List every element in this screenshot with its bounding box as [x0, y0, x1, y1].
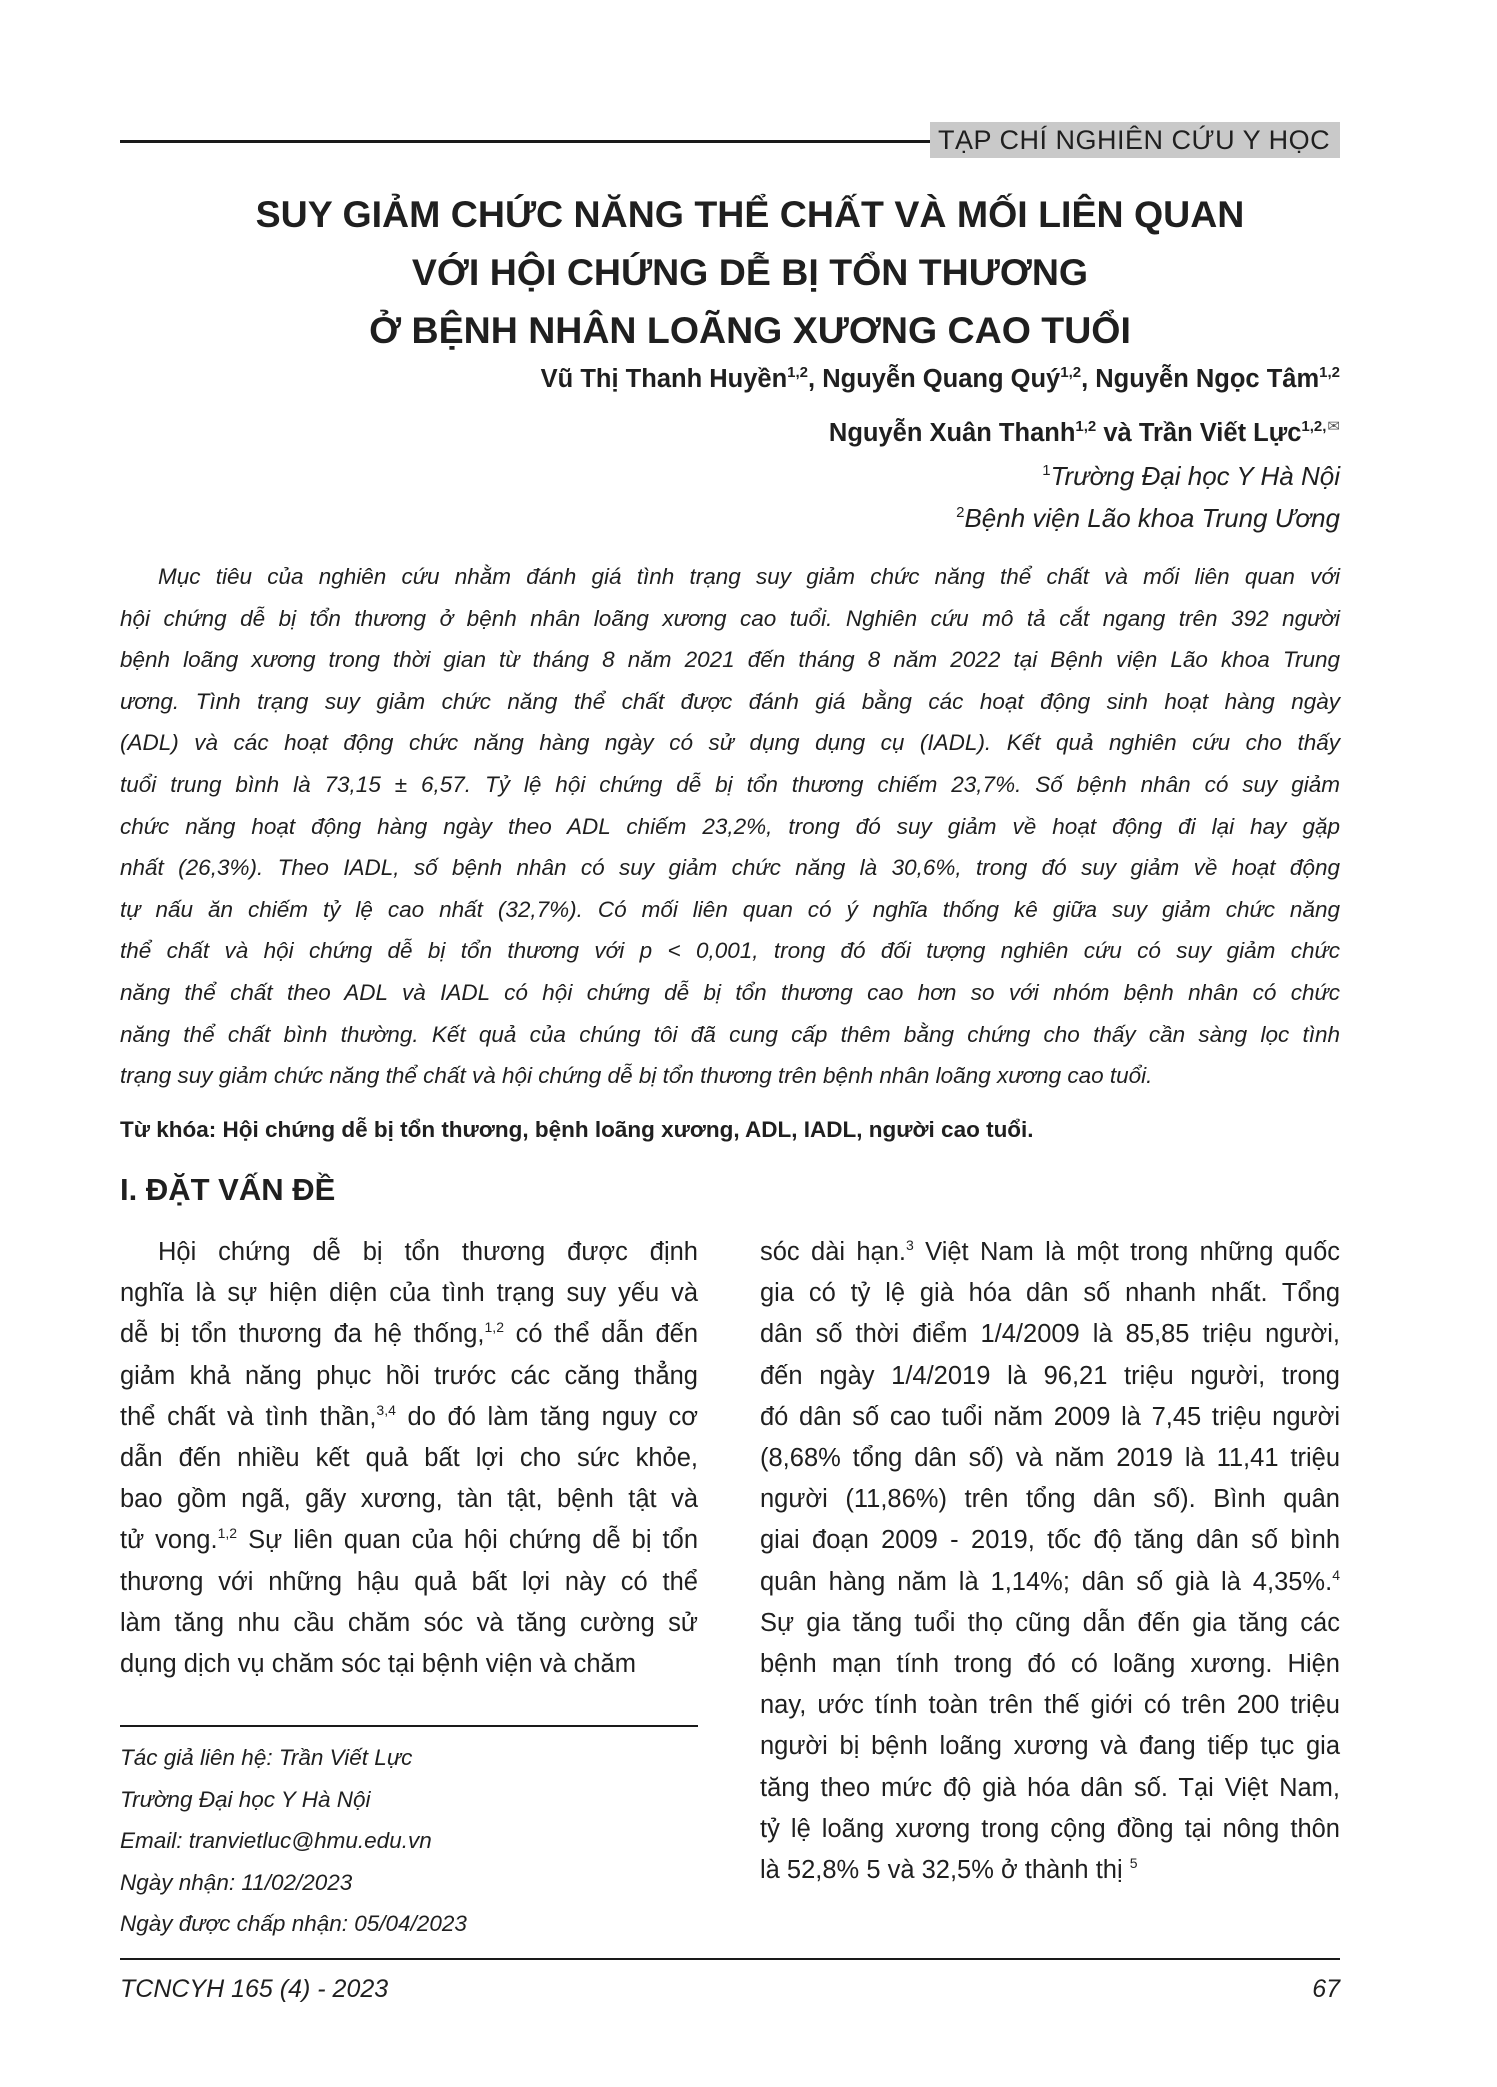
- body-line: sóc dài hạn.$^3$ Việt Nam là một trong những quốc: [760, 1237, 1341, 1266]
- section-heading: I. ĐẶT VẤN ĐỀ: [120, 1172, 336, 1207]
- abstract-line: bệnh loãng xương trong thời gian từ tháng 8 năm 2021 đến tháng 8 năm 2022 tại Bệnh viện Lão khoa Trung: [120, 647, 1340, 673]
- abstract-line: (ADL) và các hoạt động chức năng hàng ngày có sử dụng dụng cụ (IADL). Kết quả nghiên cứu cho thấy: [120, 730, 1340, 756]
- author-name: Nguyễn Xuân Thanh: [828, 419, 1076, 447]
- body-line: người bị bệnh loãng xương và đang tiếp tục gia: [760, 1732, 1340, 1761]
- journal-issue: TCNCYH 165 (4) - 2023: [120, 1975, 389, 2003]
- body-line: là 52,8% 5 và 32,5% ở thành thị $^5$: [760, 1855, 1138, 1885]
- footer-rule: [120, 1958, 1340, 1960]
- title-line: Ở BỆNH NHÂN LOÃNG XƯƠNG CAO TUỔI: [369, 309, 1131, 351]
- body-line: (8,68% tổng dân số) và năm 2019 là 11,41 triệu: [760, 1444, 1340, 1473]
- body-line: tăng theo mức độ già hóa dân số. Tại Việt Nam,: [760, 1773, 1340, 1802]
- affiliation: $^1$Trường Đại học Y Hà Nội: [1042, 461, 1340, 491]
- body-line: làm tăng nhu cầu chăm sóc và tăng cường sử: [120, 1608, 698, 1637]
- author-affiliation: 1,2: [1319, 364, 1340, 381]
- author-affiliation: 1,2,: [1301, 418, 1327, 435]
- affiliation: $^2$Bệnh viện Lão khoa Trung Ương: [956, 503, 1340, 533]
- header-rule: [120, 140, 930, 143]
- article-title: [160, 185, 1340, 359]
- footnote-line: Trường Đại học Y Hà Nội: [120, 1786, 371, 1812]
- citation-ref: 1,2: [217, 1525, 238, 1542]
- footnote-line: Ngày nhận: 11/02/2023: [120, 1869, 353, 1895]
- citation-ref: 3,4: [376, 1401, 396, 1418]
- citation-ref: 4: [1332, 1566, 1340, 1583]
- author-list: [541, 355, 1340, 457]
- body-column-right: [760, 1232, 1340, 1891]
- body-line: Hội chứng dễ bị tổn thương được định: [158, 1238, 698, 1266]
- author-name: Nguyễn Quang Quý: [822, 365, 1061, 393]
- body-line: Sự gia tăng tuổi thọ cũng dẫn đến gia tăng các: [760, 1608, 1340, 1637]
- abstract-line: chức năng hoạt động hàng ngày theo ADL chiếm 23,2%, trong đó suy giảm về hoạt động đi lại hay gặp: [120, 813, 1340, 839]
- body-line: đến ngày 1/4/2019 là 96,21 triệu người, trong: [760, 1361, 1340, 1390]
- abstract-line: năng thể chất bình thường. Kết quả của chúng tôi đã cung cấp thêm bằng chứng cho thấy cần sàng lọc tình: [120, 1021, 1340, 1047]
- body-line: thể chất và tình thần,$^{3,4}$ do đó làm tăng nguy cơ: [120, 1401, 698, 1431]
- body-line: bao gồm ngã, gãy xương, tàn tật, bệnh tật và: [120, 1485, 698, 1514]
- body-line: đó dân số cao tuổi năm 2009 là 7,45 triệu người: [760, 1402, 1340, 1431]
- envelope-icon: ✉: [1327, 418, 1340, 435]
- journal-name: TẠP CHÍ NGHIÊN CỨU Y HỌC: [930, 122, 1340, 158]
- body-line: giai đoạn 2009 - 2019, tốc độ tăng dân số bình: [760, 1526, 1340, 1555]
- title-line: VỚI HỘI CHỨNG DỄ BỊ TỔN THƯƠNG: [411, 251, 1089, 293]
- abstract-line: trạng suy giảm chức năng thể chất và hội chứng dễ bị tổn thương trên bệnh nhân loãng xương cao tuổi.: [120, 1063, 1153, 1089]
- page-number: 67: [1312, 1975, 1340, 2003]
- body-column-left: [120, 1232, 698, 1685]
- author-affiliation: 1,2: [1075, 418, 1097, 435]
- author-name: Trần Viết Lực: [1138, 419, 1302, 447]
- abstract: [120, 556, 1340, 1097]
- abstract-line: tuổi trung bình là 73,15 ± 6,57. Tỷ lệ hội chứng dễ bị tổn thương chiếm 23,7%. Số bệnh nhân có suy giảm: [120, 771, 1340, 797]
- footnote-rule: [120, 1725, 698, 1727]
- keywords: Từ khóa: Hội chứng dễ bị tổn thương, bệnh loãng xương, ADL, IADL, người cao tuổi.: [120, 1117, 1034, 1142]
- body-line: nghĩa là sự hiện diện của tình trạng suy yếu và: [120, 1279, 698, 1308]
- citation-ref: 3: [906, 1237, 914, 1253]
- body-line: dụng dịch vụ chăm sóc tại bệnh viện và chăm: [120, 1650, 636, 1679]
- footnote-line: Email: tranvietluc@hmu.edu.vn: [120, 1828, 432, 1853]
- footnote-line: Tác giả liên hệ: Trần Viết Lực: [120, 1745, 413, 1770]
- abstract-line: hội chứng dễ bị tổn thương ở bệnh nhân loãng xương cao tuổi. Nghiên cứu mô tả cắt ngang trên 392 người: [120, 605, 1340, 631]
- body-line: bệnh mạn tính trong đó có loãng xương. Hiện: [760, 1650, 1340, 1679]
- citation-ref: 1,2: [484, 1319, 504, 1336]
- abstract-line: năng thể chất theo ADL và IADL có hội chứng dễ bị tổn thương cao hơn so với nhóm bệnh nhân có chức: [120, 979, 1340, 1005]
- author-affiliation: 1,2: [1060, 364, 1082, 381]
- body-line: người (11,86%) trên tổng dân số). Bình quân: [760, 1485, 1340, 1514]
- author-name: Nguyễn Ngọc Tâm: [1095, 365, 1320, 393]
- citation-ref: 5: [1129, 1855, 1138, 1872]
- author-line: Nguyễn Xuân Thanh$^{1,2}$ và Trần Viết Lực$^{1,2,✉}$: [828, 418, 1340, 447]
- affiliation-list: [956, 455, 1340, 539]
- author-name: Vũ Thị Thanh Huyền: [540, 365, 788, 393]
- body-line: tử vong.$^{1,2}$ Sự liên quan của hội chứng dễ bị tổn: [120, 1525, 699, 1555]
- body-line: dẫn đến nhiều kết quả bất lợi cho sức khỏe,: [120, 1444, 698, 1473]
- title-line: SUY GIẢM CHỨC NĂNG THỂ CHẤT VÀ MỐI LIÊN QUAN: [255, 193, 1245, 235]
- abstract-line: ương. Tình trạng suy giảm chức năng thể chất được đánh giá bằng các hoạt động sinh hoạt hàng ngày: [120, 688, 1340, 714]
- abstract-line: thể chất và hội chứng dễ bị tổn thương với p < 0,001, trong đó đối tượng nghiên cứu có suy giảm chức: [120, 938, 1340, 964]
- body-line: dân số thời điểm 1/4/2009 là 85,85 triệu người,: [760, 1320, 1340, 1349]
- correspondence-footnote: [120, 1737, 467, 1945]
- author-affiliation: 1,2: [787, 364, 809, 381]
- body-line: quân hàng năm là 1,14%; dân số già là 4,35%.$^4$: [760, 1566, 1340, 1596]
- body-line: dễ bị tổn thương đa hệ thống,$^{1,2}$ có thể dẫn đến: [120, 1319, 698, 1349]
- footnote-line: Ngày được chấp nhận: 05/04/2023: [120, 1911, 467, 1936]
- body-line: tỷ lệ loãng xương trong cộng đồng tại nông thôn: [760, 1814, 1340, 1843]
- abstract-line: nhất (26,3%). Theo IADL, số bệnh nhân có suy giảm chức năng là 30,6%, trong đó suy giảm về hoạt động: [120, 855, 1340, 881]
- body-line: gia có tỷ lệ già hóa dân số nhanh nhất. Tổng: [760, 1279, 1340, 1308]
- author-line: Vũ Thị Thanh Huyền$^{1,2}$, Nguyễn Quang Quý$^{1,2}$, Nguyễn Ngọc Tâm$^{1,2}$: [540, 364, 1340, 393]
- abstract-line: Mục tiêu của nghiên cứu nhằm đánh giá tình trạng suy giảm chức năng thể chất và mối liên quan với: [158, 564, 1340, 589]
- body-line: thương với những hậu quả bất lợi này có thể: [120, 1567, 698, 1596]
- abstract-line: tự nấu ăn chiếm tỷ lệ cao nhất (32,7%). Có mối liên quan có ý nghĩa thống kê giữa suy giảm chức năng: [120, 896, 1340, 922]
- body-line: nay, ước tính toàn trên thế giới có trên 200 triệu: [760, 1691, 1340, 1720]
- body-line: giảm khả năng phục hồi trước các căng thẳng: [120, 1361, 698, 1390]
